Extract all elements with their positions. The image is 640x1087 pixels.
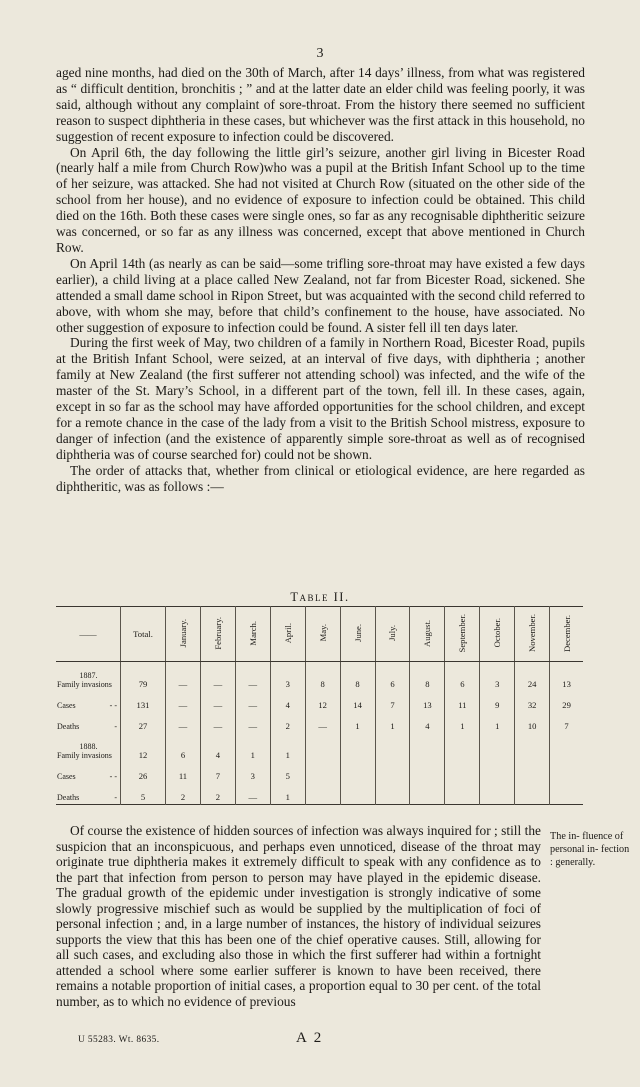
statistics-table xyxy=(56,606,583,805)
table-cell: 4 xyxy=(410,712,445,733)
table-cell: 2 xyxy=(270,712,305,733)
table-title: Table II. xyxy=(290,590,350,604)
table-cell: 4 xyxy=(270,691,305,712)
table-cell: 6 xyxy=(445,662,480,692)
row-label xyxy=(56,783,121,805)
table-cell: 12 xyxy=(121,733,166,762)
table-cell xyxy=(410,762,445,783)
table-row xyxy=(56,712,583,733)
row-label-text: Deaths xyxy=(57,722,80,731)
table-cell xyxy=(410,733,445,762)
table-cell xyxy=(445,783,480,805)
table-cell xyxy=(340,733,375,762)
table-cell: 1 xyxy=(270,733,305,762)
table-cell xyxy=(305,762,340,783)
table-cell: 6 xyxy=(166,733,201,762)
table-cell: — xyxy=(235,712,270,733)
table-row xyxy=(56,783,583,805)
column-header-april: April. xyxy=(270,607,305,662)
table-cell: 13 xyxy=(550,662,583,692)
table-cell xyxy=(550,762,583,783)
row-label xyxy=(56,712,121,733)
table-cell: 131 xyxy=(121,691,166,712)
table-cell xyxy=(375,733,410,762)
row-label-text: Cases xyxy=(57,772,76,781)
row-leader-dots: - xyxy=(114,793,117,802)
table-cell xyxy=(340,762,375,783)
table-cell: 12 xyxy=(305,691,340,712)
paragraph-6: Of course the existence of hidden sources of infection was always inquired for ; still the suspicion that an inconspicuous, and perhaps even unnoticed, disease of the throat may originate true diphtheria makes it extremely difficult to speak with any confidence as to the part that infection from person to person may have played in the epidemic disease. The gradual growth of the epidemic under investigation is strongly indicative of some slowly progressive mischief such as would be supplied by the multiplication of foci of personal infection ; and, in a large number of instances, the history of individual seizures supports the view that this has been one of the chief operative causes. Still, allowing for all such cases, and excluding also those in which the first sufferer had within a fortnight attended a school where some earlier sufferer is known to have been received, there remains a notable proportion of initial cases, a proportion equal to 30 per cent. of the total number, as to which no evidence of previous xyxy=(56,823,541,1009)
table-cell: 2 xyxy=(166,783,201,805)
column-header-june: June. xyxy=(340,607,375,662)
row-leader-dots: - - xyxy=(109,772,117,781)
paragraph-5: The order of attacks that, whether from clinical or etiological evidence, are here regarded as diphtheritic, was as follows :— xyxy=(56,462,585,494)
table-cell: 10 xyxy=(515,712,550,733)
column-header-october: October. xyxy=(480,607,515,662)
table-cell xyxy=(480,783,515,805)
column-header-total: Total. xyxy=(121,607,166,662)
row-label xyxy=(56,733,121,762)
column-header-may: May. xyxy=(305,607,340,662)
table-cell: 1 xyxy=(235,733,270,762)
row-year: 1888. xyxy=(79,742,98,751)
table-cell xyxy=(375,783,410,805)
table-cell xyxy=(375,762,410,783)
table-cell: 7 xyxy=(200,762,235,783)
paragraph-2: On April 6th, the day following the little girl’s seizure, another girl living in Bicester Road (nearly half a mile from Church Row)who was a pupil at the British Infant School up to the time of her seizure, was attacked. She had not visited at Church Row (situated on the other side of the school from her house), and no evidence of exposure to infection could be obtained. This child died on the 16th. Both these cases were single ones, so far as any recognisable diphtheritic seizure was concerned, or so far as any illness was concerned, except that above mentioned in Church Row. xyxy=(56,144,585,255)
table-cell: — xyxy=(200,662,235,692)
row-label-text: Family invasions xyxy=(57,751,112,760)
printer-reference: U 55283. Wt. 8635. xyxy=(78,1035,160,1045)
row-leader-dots: - xyxy=(114,722,117,731)
table-row xyxy=(56,762,583,783)
lower-text xyxy=(56,823,541,1009)
table-cell: — xyxy=(235,691,270,712)
table-cell: — xyxy=(200,712,235,733)
table-header-blank: —— xyxy=(56,607,121,662)
column-header-july: July. xyxy=(375,607,410,662)
table-cell: 2 xyxy=(200,783,235,805)
table-cell xyxy=(480,762,515,783)
table-cell: 11 xyxy=(445,691,480,712)
row-label-text: Family invasions xyxy=(57,680,112,689)
table-cell: 27 xyxy=(121,712,166,733)
row-label-text: Deaths xyxy=(57,793,80,802)
table-header-row xyxy=(56,607,583,662)
column-header-december: December. xyxy=(550,607,583,662)
table-cell: — xyxy=(235,662,270,692)
table-cell: 32 xyxy=(515,691,550,712)
table-cell xyxy=(550,783,583,805)
table-cell: 7 xyxy=(550,712,583,733)
table-cell: 3 xyxy=(480,662,515,692)
row-label xyxy=(56,691,121,712)
row-label xyxy=(56,762,121,783)
table-cell: 79 xyxy=(121,662,166,692)
row-label-text: Cases xyxy=(57,701,76,710)
table-cell xyxy=(445,762,480,783)
row-label xyxy=(56,662,121,692)
table-cell: 8 xyxy=(340,662,375,692)
table-cell xyxy=(445,733,480,762)
table-cell: 24 xyxy=(515,662,550,692)
table-cell: 26 xyxy=(121,762,166,783)
table-cell: — xyxy=(305,712,340,733)
row-leader-dots: - - xyxy=(109,701,117,710)
table-cell xyxy=(515,762,550,783)
table-cell: 11 xyxy=(166,762,201,783)
table-cell: 29 xyxy=(550,691,583,712)
table-row xyxy=(56,733,583,762)
table-cell: 8 xyxy=(410,662,445,692)
table-cell xyxy=(410,783,445,805)
column-header-january: January. xyxy=(166,607,201,662)
table-cell: — xyxy=(166,662,201,692)
column-header-september: September. xyxy=(445,607,480,662)
table-cell: 3 xyxy=(235,762,270,783)
table-cell xyxy=(480,733,515,762)
table-cell: 3 xyxy=(270,662,305,692)
table-cell: — xyxy=(235,783,270,805)
table-row xyxy=(56,691,583,712)
column-header-march: March. xyxy=(235,607,270,662)
table-cell: 7 xyxy=(375,691,410,712)
table-cell xyxy=(305,783,340,805)
table-cell: 14 xyxy=(340,691,375,712)
table-cell: 5 xyxy=(121,783,166,805)
table-cell: 5 xyxy=(270,762,305,783)
column-header-august: August. xyxy=(410,607,445,662)
signature-mark: A 2 xyxy=(296,1030,324,1046)
table-cell xyxy=(305,733,340,762)
body-text xyxy=(56,65,585,494)
paragraph-3: On April 14th (as nearly as can be said—some trifling sore-throat may have existed a few days earlier), a child living at a place called New Zealand, not far from Bicester Road, sickened. She attended a small dame school in Ripon Street, but was acquainted with the second child referred to above, with whom she may, before that child’s confinement to the house, have associated. No other suggestion of exposure to infection could be found. A sister fell ill ten days later. xyxy=(56,255,585,335)
table-cell: — xyxy=(166,712,201,733)
table-cell xyxy=(340,783,375,805)
table-cell: 8 xyxy=(305,662,340,692)
table-cell: 6 xyxy=(375,662,410,692)
table-cell xyxy=(515,783,550,805)
table-cell xyxy=(515,733,550,762)
column-header-november: November. xyxy=(515,607,550,662)
row-year: 1887. xyxy=(79,671,98,680)
table-cell: 9 xyxy=(480,691,515,712)
page-number: 3 xyxy=(316,46,324,61)
table-cell xyxy=(550,733,583,762)
table-cell: 1 xyxy=(480,712,515,733)
paragraph-4: During the first week of May, two children of a family in Northern Road, Bicester Road, pupils at the British Infant School, were seized, at an interval of five days, with diphtheria ; another family at New Zealand (the first sufferer not attending school) was infected, and the wife of the master of the St. Mary’s School, in a different part of the town, fell ill. In these cases, again, except in so far as the school may have afforded opportunities for the school children, and except for a remote chance in the case of the lady from a visit to the British School mistress, exposure to danger of infection (and the existence of apparently simple sore-throat as well as of recognised diphtheria was of course searched for) could not be shown. xyxy=(56,335,585,462)
table-cell: 1 xyxy=(375,712,410,733)
table-cell: 1 xyxy=(340,712,375,733)
table-row xyxy=(56,662,583,692)
column-header-february: February. xyxy=(200,607,235,662)
table-cell: 1 xyxy=(270,783,305,805)
margin-note: The in- fluence of personal in- fection : generally. xyxy=(550,831,630,868)
table-cell: 1 xyxy=(445,712,480,733)
table-cell: 4 xyxy=(200,733,235,762)
paragraph-1: aged nine months, had died on the 30th of March, after 14 days’ illness, from what was registered as “ difficult dentition, bronchitis ; ” and at the latter date an elder child was feeling poorly, it was said, although without any complaint of sore-throat. From the history there seemed no sufficient reason to suspect diphtheria in these cases, but whichever was the first attack in this household, no suggestion of recent exposure to infection could be discovered. xyxy=(56,65,585,144)
table-cell: — xyxy=(166,691,201,712)
table-cell: 13 xyxy=(410,691,445,712)
table-cell: — xyxy=(200,691,235,712)
